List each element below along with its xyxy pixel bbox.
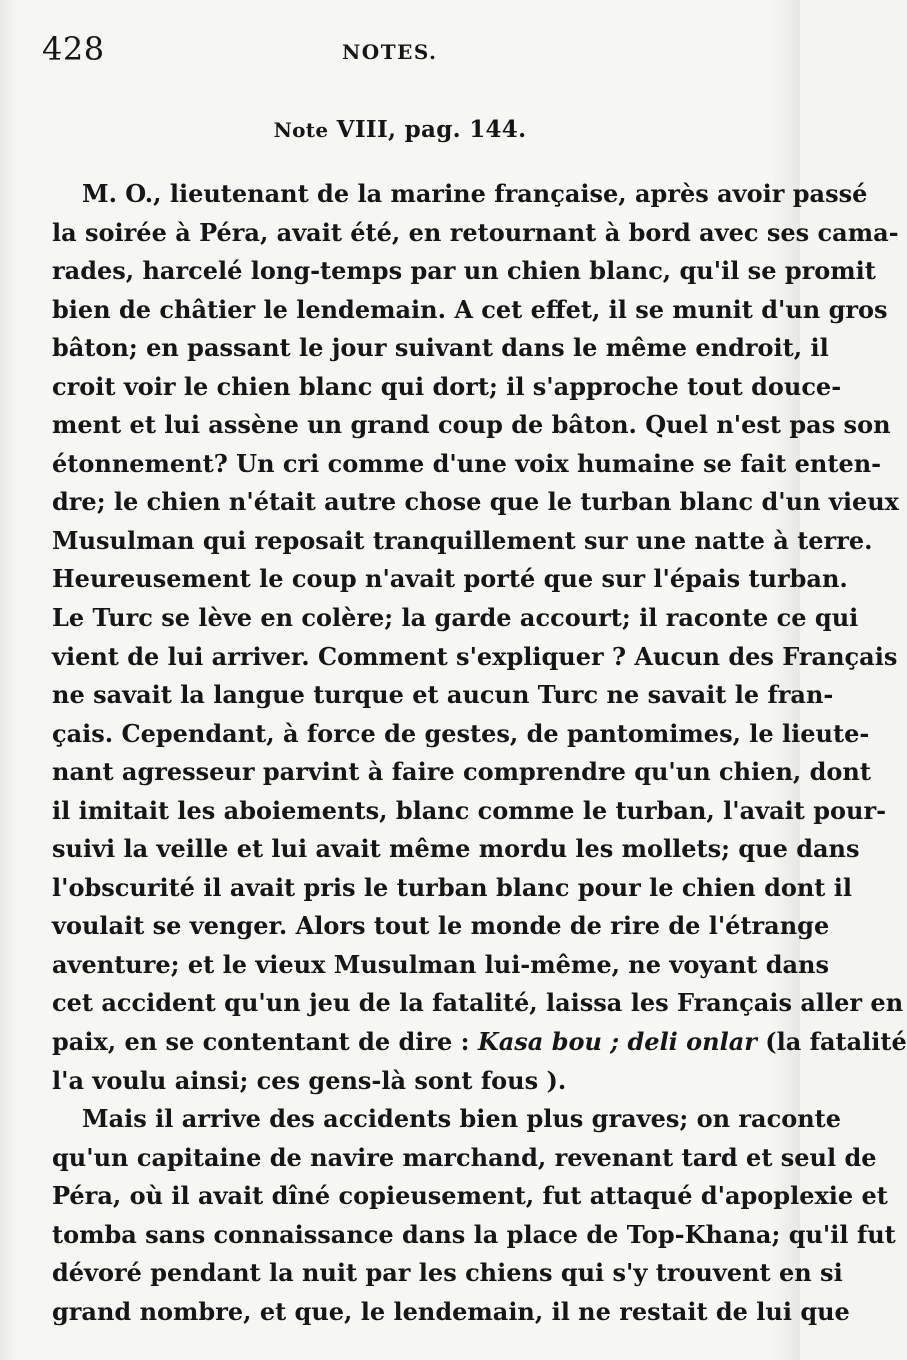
paragraph-1 bbox=[52, 175, 907, 1100]
text-line: aventure; et le vieux Musulman lui-même, ne voyant dans bbox=[52, 949, 830, 979]
text-line: Mais il arrive des accidents bien plus graves; on raconte bbox=[82, 1104, 842, 1134]
running-title: NOTES. bbox=[342, 40, 438, 64]
text-line: étonnement? Un cri comme d'une voix humaine se fait enten- bbox=[52, 448, 882, 478]
text-line: cet accident qu'un jeu de la fatalité, laissa les Français aller en bbox=[52, 988, 904, 1018]
text-line: Musulman qui reposait tranquillement sur une natte à terre. bbox=[52, 525, 873, 555]
text-line: çais. Cependant, à force de gestes, de pantomimes, le lieute- bbox=[52, 718, 870, 748]
text-line: suivi la veille et lui avait même mordu les mollets; que dans bbox=[52, 834, 860, 864]
text-line: il imitait les aboiements, blanc comme le turban, l'avait pour- bbox=[52, 795, 887, 825]
text-line: dre; le chien n'était autre chose que le turban blanc d'un vieux bbox=[52, 487, 899, 517]
text-line: Heureusement le coup n'avait porté que sur l'épais turban. bbox=[52, 564, 848, 594]
turkish-quote: Kasa bou ; deli onlar bbox=[477, 1027, 757, 1057]
text-line: la soirée à Péra, avait été, en retournant à bord avec ses cama- bbox=[52, 217, 899, 247]
text-line: l'obscurité il avait pris le turban blanc pour le chien dont il bbox=[52, 872, 852, 902]
text-line: bien de châtier le lendemain. A cet effet, il se munit d'un gros bbox=[52, 294, 888, 324]
text-line: croit voir le chien blanc qui dort; il s'approche tout douce- bbox=[52, 371, 842, 401]
text-line: bâton; en passant le jour suivant dans le même endroit, il bbox=[52, 333, 829, 363]
text-line: tomba sans connaissance dans la place de Top-Khana; qu'il fut bbox=[52, 1219, 896, 1249]
page-number: 428 bbox=[42, 30, 105, 68]
text-line: voulait se venger. Alors tout le monde de rire de l'étrange bbox=[52, 911, 830, 941]
note-heading-label: Note bbox=[273, 118, 329, 142]
text-line: rades, harcelé long-temps par un chien blanc, qu'il se promit bbox=[52, 256, 876, 286]
text-line: Péra, où il avait dîné copieusement, fut attaqué d'apoplexie et bbox=[52, 1181, 888, 1211]
note-text bbox=[52, 175, 907, 1331]
text-line: qu'un capitaine de navire marchand, revenant tard et seul de bbox=[52, 1142, 877, 1172]
text-segment: paix, en se contentant de dire : bbox=[52, 1027, 478, 1057]
text-line: Le Turc se lève en colère; la garde accourt; il raconte ce qui bbox=[52, 603, 859, 633]
text-line: vient de lui arriver. Comment s'expliquer ? Aucun des Français bbox=[52, 641, 898, 671]
text-line: dévoré pendant la nuit par les chiens qui s'y trouvent en si bbox=[52, 1258, 843, 1288]
text-line: ment et lui assène un grand coup de bâton. Quel n'est pas son bbox=[52, 410, 891, 440]
paragraph-2 bbox=[52, 1100, 896, 1331]
text-line: ne savait la langue turque et aucun Turc ne savait le fran- bbox=[52, 680, 834, 710]
text-line-last: l'a voulu ainsi; ces gens-là sont fous ). bbox=[52, 1065, 567, 1095]
note-heading-reference: VIII, pag. 144. bbox=[328, 116, 527, 143]
running-head bbox=[42, 30, 760, 70]
text-line: M. O., lieutenant de la marine française, après avoir passé bbox=[82, 179, 868, 208]
note-heading bbox=[0, 116, 800, 143]
text-line: nant agresseur parvint à faire comprendre qu'un chien, dont bbox=[52, 757, 871, 787]
text-segment: (la fatalité bbox=[756, 1027, 907, 1057]
text-line-with-turkish-quote bbox=[52, 1023, 907, 1062]
text-line: grand nombre, et que, le lendemain, il ne restait de lui que bbox=[52, 1296, 850, 1326]
